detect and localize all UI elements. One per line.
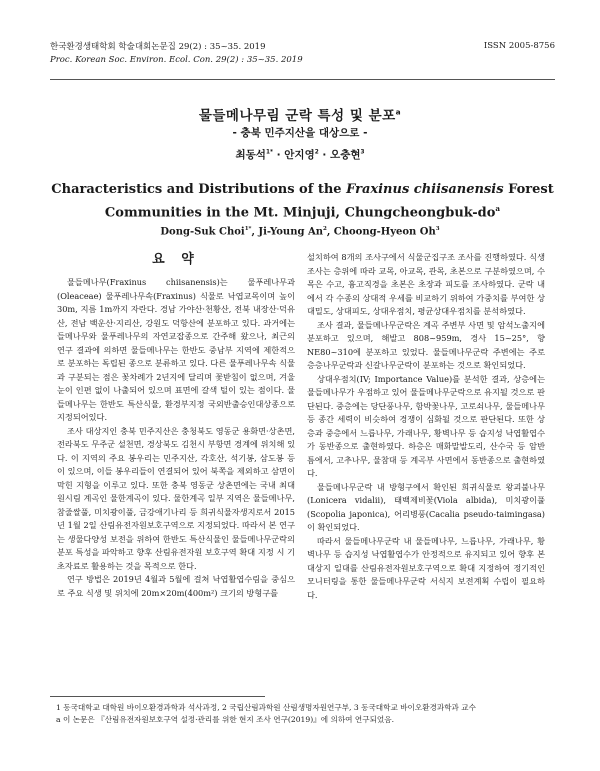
author-separator: ·	[276, 149, 281, 161]
authors-en: Dong-Suk Choi$^{1*}$, Ji-Young An$^2$, Choong-Hyeon Oh$^3$	[160, 226, 440, 238]
title-ko	[0, 104, 600, 124]
journal-name-ko: 한국환경생태학회 학술대회논문집 29(2) : 35~35. 2019	[50, 42, 266, 52]
author-ko-name: 안지영	[284, 149, 315, 161]
author-ko-aff: 1*	[265, 149, 273, 156]
journal-citation	[50, 41, 303, 67]
subtitle-ko: - 충북 민주지산을 대상으로 -	[232, 127, 368, 139]
title-en	[50, 180, 555, 222]
title-ko-text: 물들메나무림 군락 특성 및 분포	[198, 108, 396, 124]
author-en-aff: 1*	[244, 226, 252, 232]
footnotes	[56, 702, 556, 725]
issn: ISSN 2005-8756	[483, 41, 555, 51]
footnote-rule	[50, 696, 265, 697]
title-en-part1: Characteristics and Distributions of the	[51, 182, 347, 197]
author-ko-aff: 2	[314, 149, 319, 156]
abstract-paragraph: 물들메나무군락 내 방형구에서 확인된 희귀식물로 왕괴불나무(Lonicera vidalii), 태백제비꽃(Viola albida), 미치광이풀(Scopolia japonica), 어리병풍(Cacalia pseudo-taimingasa)이 확인되었다.	[307, 481, 545, 532]
abstract-paragraph: 상대우점치(IV; Importance Value)를 분석한 결과, 상층에는 물들메나무가 우점하고 있어 물들메나무군락으로 유지될 것으로 판단된다. 중층에는 당단풍나무, 함박꽃나무, 고로쇠나무, 물들메나무 등 종간 세력이 비슷하여 경쟁이 심화될 것으로 판단된다. 또한 상층과 중층에서 느릅나무, 가래나무, 황벽나무 등 습지성 낙엽활엽수가 동반종으로 출현하였다. 하층은 매화말발도리, 산수국 등 암반 틈에서, 고추나무, 물참대 등 계곡부 사면에서 동반종으로 출현하였다.	[307, 373, 545, 478]
title-ko-mark: a	[395, 107, 402, 117]
header-rule	[50, 79, 555, 80]
authors-ko	[0, 147, 600, 162]
author-en-aff: 3	[435, 226, 440, 232]
author-separator: ·	[322, 149, 327, 161]
author-ko-aff: 3	[360, 149, 365, 156]
footnote-funding: a 이 논문은 『산림유전자원보호구역 설정·관리를 위한 현지 조사 연구(2019)』에 의하여 연구되었음.	[56, 714, 395, 724]
abstract-heading: 요 약	[152, 252, 200, 267]
author-en-name: Ji-Young An	[258, 226, 323, 238]
title-en-species: Fraxinus chiisanensis	[346, 182, 504, 197]
journal-name-en: Proc. Korean Soc. Environ. Ecol. Con. 29(2) : 35~35. 2019	[50, 55, 303, 65]
author-en-aff: 2	[322, 226, 327, 232]
title-en-part2: Forest Communities in the Mt. Minjuji, Chungcheongbuk-do	[104, 182, 554, 221]
abstract-paragraph: 설치하여 8개의 조사구에서 식물군집구조 조사를 진행하였다. 식생조사는 층위에 따라 교목, 아교목, 관목, 초본으로 구분하였으며, 수목은 수고, 흉고직경을 초본은 초장과 피도를 조사하였다. 군락 내에서 각 수종의 상대적 우세를 비교하기 위하여 가중치를 부여한 상대밀도, 상대피도, 상대우점치, 평균상대우점치를 분석하였다.	[307, 252, 545, 316]
title-en-mark: a	[495, 204, 501, 213]
abstract-paragraph: 조사 대상지인 충북 민주지산은 충청북도 영동군 용화면·상촌면, 전라북도 무주군 설천면, 경상북도 김천시 부항면 경계에 위치해 있다. 이 지역의 주요 봉우리는 민주지산, 각호산, 석기봉, 삼도봉 등이 있으며, 이들 봉우리들이 연결되어 있어 북쪽을 제외하고 삼면이 막힌 지형을 이루고 있다. 또한 충북 영동군 상촌면에는 국내 최대 원시림 계곡인 물한계곡이 있다. 물한계곡 일부 지역은 물들메나무, 참줄쌀풀, 미치광이풀, 금강애기나리 등 희귀식물자생지로서 2015년 1월 2일 산림유전자원보호구역으로 지정되었다. 따라서 본 연구는 생물다양성 보전을 위하여 한반도 특산식물인 물들메나무군락의 분포 특성을 파악하고 향후 산림유전자원 보호구역 확대 지정 시 기초자료로 활용하는 것을 목적으로 한다.	[57, 425, 295, 571]
author-ko-name: 최동석	[235, 149, 266, 161]
abstract-paragraph: 연구 방법은 2019년 4월과 5월에 걸쳐 낙엽활엽수림을 중심으로 주요 식생 및 위치에 20m×20m(400m²) 크기의 방형구를	[57, 574, 295, 598]
abstract-paragraph: 물들메나무(Fraxinus chiisanensis)는 물푸레나무과(Oleaceae) 물푸레나무속(Fraxinus) 식물로 낙엽교목이며 높이 30m, 지름 1m까지 자란다. 경남 가야산·천황산, 전북 내장산·덕유산, 전남 백운산·지리산, 강원도 덕항산에 분포하고 있다. 과거에는 들메나무와 물푸레나무의 자연교잡종으로 간주해 왔으나, 최근의 연구 결과에 의하면 물들메나무는 한반도 중남부 지역에 제한적으로 분포하는 독립된 종으로 분류하고 있다. 다른 물푸레나무속 식물과 구분되는 점은 꽃차례가 2년지에 달리며 꽃받침이 없으며, 겨울눈이 인편 없이 나출되어 있으며 표면에 갈색 털이 있는 점이다. 물들메나무는 한반도 특산식물, 환경부지정 국외반출승인대상종으로 지정되어있다.	[57, 277, 295, 422]
abstract-paragraph: 따라서 물들메나무군락 내 물들메나무, 느릅나무, 가래나무, 황벽나무 등 습지성 낙엽활엽수가 안정적으로 유지되고 있어 향후 본 대상지 일대를 산림유전자원보호구역으로 확대 지정하여 정기적인 모니터링을 통한 물들메나무군락 서식지 보전계획 수립이 필요하다.	[307, 535, 545, 600]
footnote-affiliations: 1 동국대학교 대학원 바이오환경과학과 석사과정, 2 국립산림과학원 산림생명자원연구부, 3 동국대학교 바이오환경과학과 교수	[56, 703, 476, 712]
abstract-left-column	[57, 276, 295, 600]
author-en-name: Dong-Suk Choi	[160, 226, 245, 238]
author-ko-name: 오충현	[330, 149, 361, 161]
abstract-paragraph: 조사 결과, 물들메나무군락은 계곡 주변부 사면 및 암석노출지에 분포하고 있으며, 해발고 808~959m, 경사 15~25°, 향 NE80~310에 분포하고 있었다. 물들메나무군락 주변에는 주로 층층나무군락과 신갈나무군락이 분포하는 것으로 확인되었다.	[307, 319, 545, 370]
author-en-name: Choong-Hyeon Oh	[333, 226, 436, 238]
abstract-right-column	[307, 251, 545, 602]
